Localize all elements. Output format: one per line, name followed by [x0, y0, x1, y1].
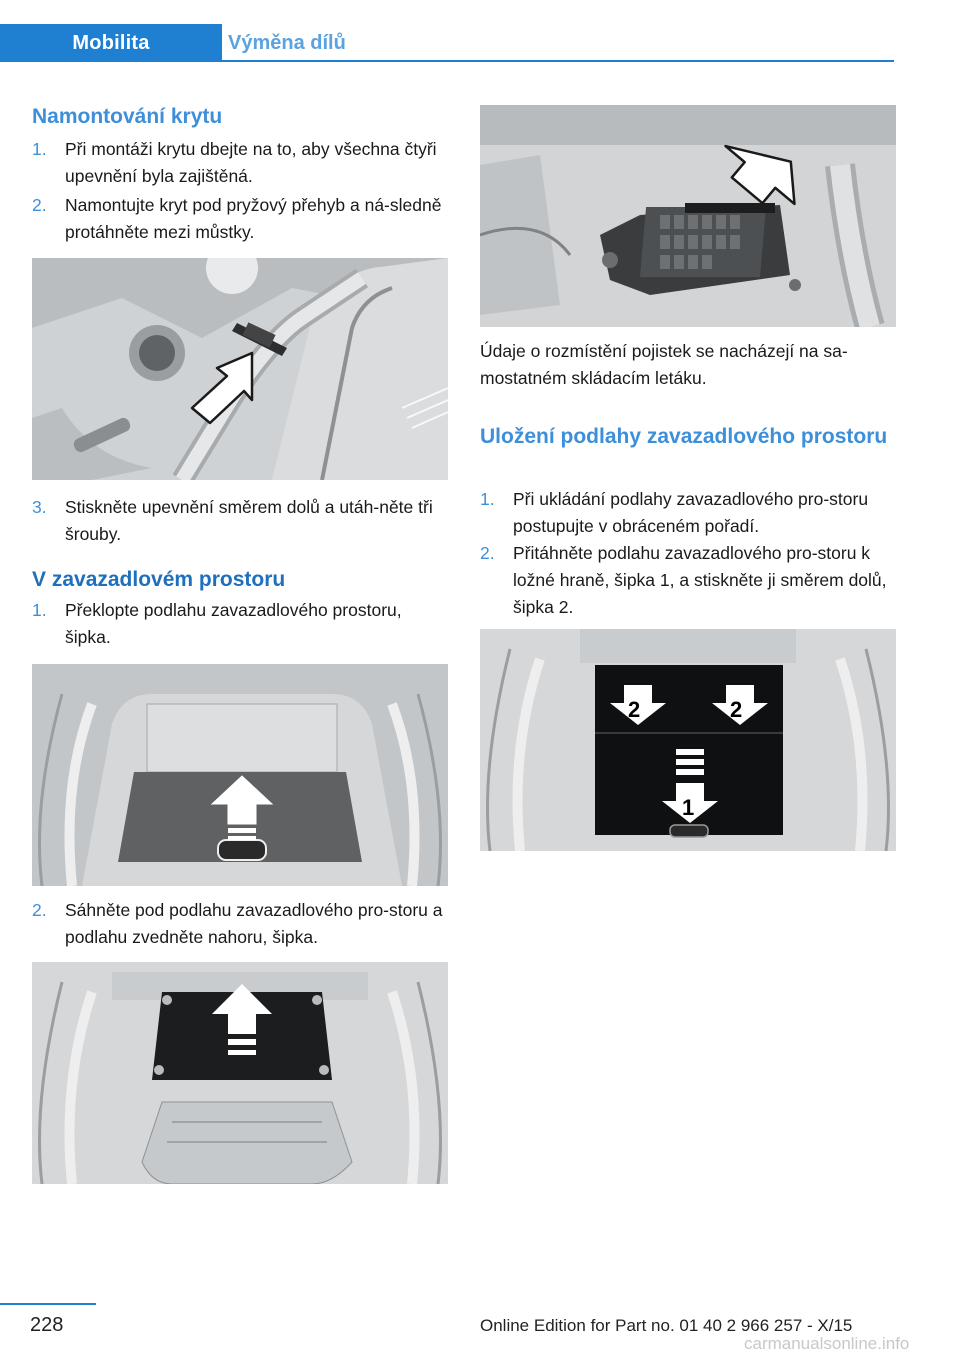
edition-info: Online Edition for Part no. 01 40 2 966 257 - X/15 — [480, 1316, 853, 1335]
figure-trunk-floor-lift — [32, 962, 448, 1184]
step-text: Při ukládání podlahy zavazadlového pro‐storu postupujte v obráceném pořadí. — [513, 489, 869, 536]
step-number: 1. — [480, 489, 495, 509]
list-item — [480, 540, 896, 624]
step-number: 2. — [32, 900, 47, 920]
figure-cover-clip — [32, 258, 448, 480]
figure-fuse-box — [480, 105, 896, 327]
step-number: 1. — [32, 139, 47, 159]
list-item — [32, 597, 448, 653]
header-divider — [0, 60, 894, 62]
step-text: Sáhněte pod podlahu zavazadlového pro‐storu a podlahu zvedněte nahoru, šipka. — [65, 900, 443, 947]
footer-divider — [0, 1303, 96, 1305]
tab-vymena-dilu[interactable]: Výměna dílů — [228, 31, 346, 54]
list-item — [32, 136, 448, 192]
arrow-label: 2 — [628, 697, 641, 722]
figure-trunk-floor-store — [480, 629, 896, 851]
list-item — [32, 192, 448, 248]
page-number: 228 — [30, 1314, 64, 1336]
step-text: Stiskněte upevnění směrem dolů a utáh‐něte tři šrouby. — [65, 497, 433, 544]
step-text: Přitáhněte podlahu zavazadlového pro‐storu k ložné hraně, šipka 1, a stiskněte ji směrem dolů, šipka 2. — [513, 543, 887, 617]
tab-mobilita[interactable]: Mobilita — [0, 24, 222, 62]
step-number: 2. — [480, 543, 495, 563]
list-item — [480, 486, 896, 542]
list-item — [32, 897, 448, 953]
arrow-label: 2 — [730, 697, 743, 722]
figure-trunk-floor-flip — [32, 664, 448, 886]
step-text: Překlopte podlahu zavazadlového prostoru, šipka. — [65, 600, 402, 647]
step-number: 2. — [32, 195, 47, 215]
section-title-v-zavazadlovem: V zavazadlovém prostoru — [32, 568, 286, 591]
watermark: carmanualsonline.info — [744, 1334, 910, 1353]
list-item — [32, 494, 448, 550]
step-text: Namontujte kryt pod pryžový přehyb a ná‐sledně protáhněte mezi můstky. — [65, 195, 442, 242]
step-number: 1. — [32, 600, 47, 620]
fuse-note: Údaje o rozmístění pojistek se nacházejí na sa‐mostatném skládacím letáku. — [480, 341, 848, 388]
step-number: 3. — [32, 497, 47, 517]
section-title-namontovani: Namontování krytu — [32, 105, 223, 128]
step-text: Při montáži krytu dbejte na to, aby všechna čtyři upevnění byla zajištěná. — [65, 139, 437, 186]
section-title-ulozeni: Uložení podlahy zavazadlového prostoru — [480, 425, 888, 448]
arrow-label: 1 — [682, 795, 695, 820]
